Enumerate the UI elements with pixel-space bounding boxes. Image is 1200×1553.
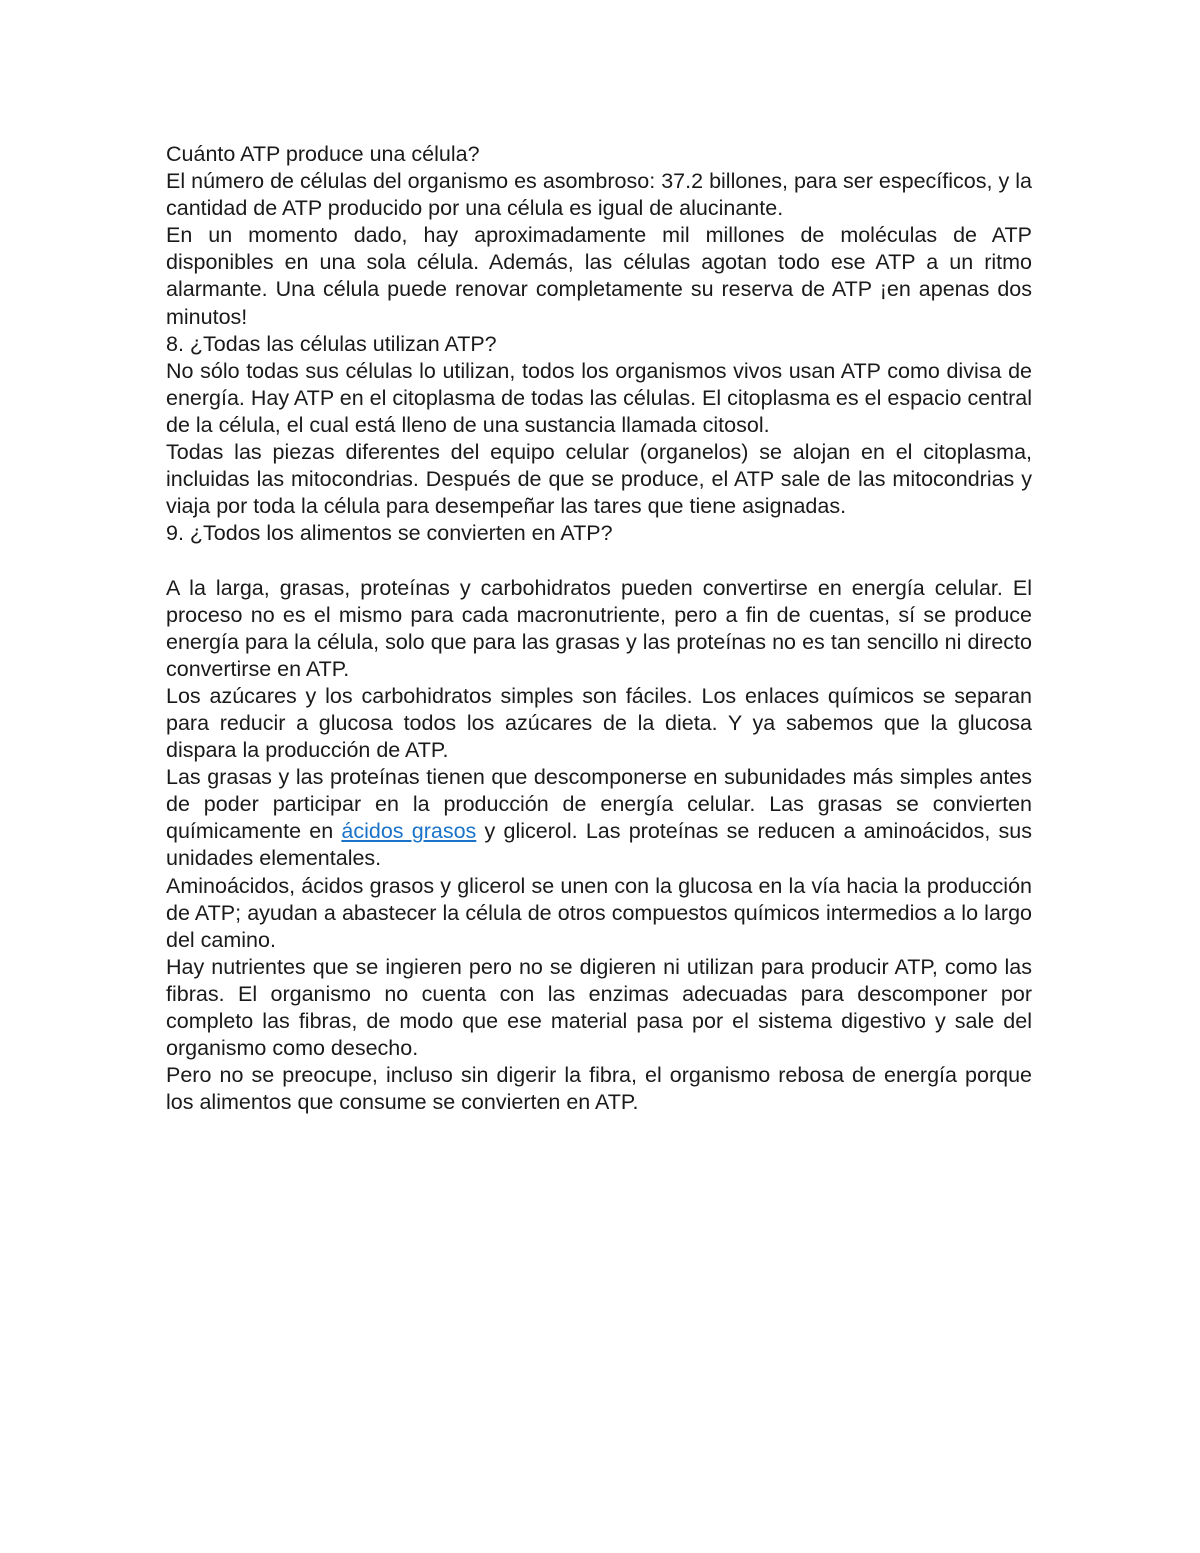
paragraph: A la larga, grasas, proteínas y carbohidratos pueden convertirse en energía celular. El proceso no es el mismo para cada macronutriente, pero a fin de cuentas, sí se produce energía para la célula, solo que para las grasas y las proteínas no es tan sencillo ni directo convertirse en ATP. [166, 575, 1032, 681]
document-body [166, 141, 1032, 1116]
section-heading-8: 8. ¿Todas las células utilizan ATP? [166, 331, 497, 356]
paragraph-text: Las grasas y las proteínas tienen que descomponerse en subunidades más simples antes de poder participar en la producción de energía celular. Las grasas se convierten químicamente en [166, 765, 1032, 844]
paragraph: Aminoácidos, ácidos grasos y glicerol se unen con la glucosa en la vía hacia la producción de ATP; ayudan a abastecer la célula de otros compuestos químicos intermedios a lo largo del camino. [166, 873, 1032, 952]
paragraph: Los azúcares y los carbohidratos simples son fáciles. Los enlaces químicos se separan para reducir a glucosa todos los azúcares de la dieta. Y ya sabemos que la glucosa dispara la producción de ATP. [166, 683, 1032, 763]
paragraph: No sólo todas sus células lo utilizan, todos los organismos vivos usan ATP como divisa de energía. Hay ATP en el citoplasma de todas las células. El citoplasma es el espacio central de la célula, el cual está lleno de una sustancia llamada citosol. [166, 358, 1032, 437]
paragraph: Todas las piezas diferentes del equipo celular (organelos) se alojan en el citoplasma, incluidas las mitocondrias. Después de que se produce, el ATP sale de las mitocondrias y viaja por toda la célula para desempeñar las tares que tiene asignadas. [166, 440, 1032, 519]
paragraph-with-link [166, 764, 1032, 872]
fatty-acids-link[interactable]: ácidos grasos [341, 819, 477, 844]
paragraph-text: y glicerol. Las proteínas se reducen a aminoácidos, sus unidades elementales. [166, 819, 1032, 871]
paragraph: Pero no se preocupe, incluso sin digerir la fibra, el organismo rebosa de energía porque los alimentos que consume se convierten en ATP. [166, 1063, 1032, 1115]
paragraph: En un momento dado, hay aproximadamente mil millones de moléculas de ATP disponibles en una sola célula. Además, las células agotan todo ese ATP a un ritmo alarmante. Una célula puede renovar completamente su reserva de ATP ¡en apenas dos minutos! [166, 223, 1032, 329]
section-heading-9: 9. ¿Todos los alimentos se convierten en ATP? [166, 521, 613, 546]
paragraph: El número de células del organismo es asombroso: 37.2 billones, para ser específicos, y la cantidad de ATP producido por una célula es igual de alucinante. [166, 169, 1032, 221]
blank-line [166, 547, 1032, 574]
document-title: Cuánto ATP produce una célula? [166, 142, 480, 166]
paragraph: Hay nutrientes que se ingieren pero no se digieren ni utilizan para producir ATP, como las fibras. El organismo no cuenta con las enzimas adecuadas para descomponer por completo las fibras, de modo que ese material pasa por el sistema digestivo y sale del organismo como desecho. [166, 954, 1032, 1061]
